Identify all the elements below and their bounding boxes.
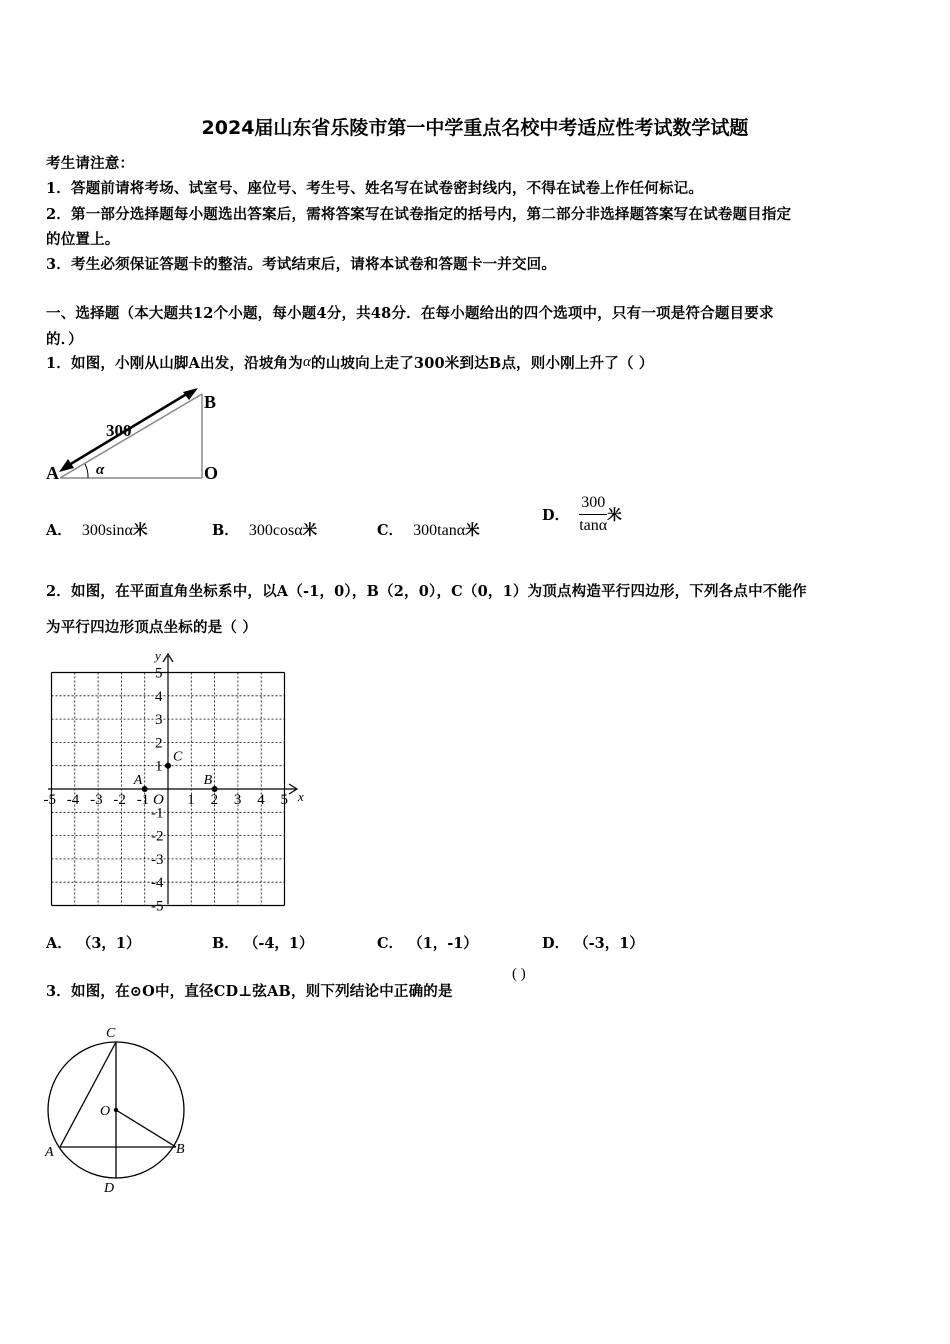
y-tick-label: 1 (155, 758, 163, 775)
point-label-b: B (204, 392, 217, 412)
notice-item: 3．考生必须保证答题卡的整洁。考试结束后，请将本试卷和答题卡一并交回。 (46, 256, 557, 273)
option-c[interactable]: C． 300tanα米 (377, 522, 480, 539)
y-tick-label: 2 (155, 735, 163, 752)
point-a (142, 786, 148, 792)
notice-item: 1．答题前请将考场、试室号、座位号、考生号、姓名写在试卷密封线内，不得在试卷上作任何标记。 (46, 180, 704, 197)
y-tick-label: -5 (151, 898, 164, 915)
question-2-stem: 2．如图，在平面直角坐标系中，以A（-1，0），B（2，0），C（0，1）为顶点构造平行四边形，下列各点中不能作 (46, 583, 807, 600)
point-label-a: A (133, 773, 143, 788)
option-a[interactable]: A． 300sinα米 (46, 522, 148, 539)
point-label-c: C (106, 1026, 116, 1041)
section-heading-cont: 的．） (46, 331, 83, 348)
point-label-o: O (100, 1104, 111, 1119)
coordinate-grid-figure (40, 648, 315, 918)
x-tick-label: -5 (43, 792, 56, 808)
y-tick-label: 3 (155, 712, 163, 729)
answer-paren: ( ) (512, 966, 526, 982)
x-tick-label: -3 (90, 792, 103, 808)
option-d[interactable]: D． $\frac{300}{\tan\alpha}$ 米 (542, 494, 622, 534)
circle-figure (40, 1020, 200, 1200)
point-c (165, 763, 171, 769)
x-tick-label: 2 (210, 792, 219, 808)
point-label-c: C (173, 749, 183, 765)
point-label-a: A (45, 1145, 54, 1160)
y-tick-label: -2 (151, 828, 164, 845)
x-axis-label: x (298, 789, 304, 804)
x-tick-label: 1 (187, 792, 195, 808)
fraction: $\frac{300}{\tan\alpha}$ (579, 494, 608, 534)
point-label-a: A (46, 463, 59, 483)
y-tick-label: 5 (155, 665, 163, 682)
x-tick-label: -1 (136, 792, 150, 808)
option-c[interactable]: C． （1，-1） (377, 935, 478, 952)
page-title: 2024届山东省乐陵市第一中学重点名校中考适应性考试数学试题 (201, 117, 749, 139)
y-tick-label: 4 (155, 688, 163, 705)
point-label-b: B (203, 773, 213, 788)
y-axis-label: y (155, 648, 161, 663)
point-label-o: O (204, 463, 219, 483)
origin-label: O (153, 792, 164, 808)
section-heading: 一、选择题（本大题共12个小题，每小题4分，共48分．在每小题给出的四个选项中，只有一项是符合题目要求 (46, 305, 774, 322)
y-tick-label: -1 (151, 805, 164, 822)
option-b[interactable]: B． （-4，1） (212, 935, 314, 952)
y-tick-label: -3 (151, 851, 164, 868)
option-b[interactable]: B． 300cosα米 (212, 522, 318, 539)
x-tick-label: 5 (280, 792, 288, 808)
option-a[interactable]: A． （3，1） (46, 935, 141, 952)
x-tick-label: -2 (113, 792, 126, 808)
notice-heading: 考生请注意： (46, 155, 135, 172)
slope-figure (40, 388, 230, 488)
y-tick-label: -4 (151, 875, 164, 892)
x-tick-label: 4 (257, 792, 265, 808)
point-b (212, 786, 218, 792)
x-tick-label: 3 (233, 792, 242, 808)
x-tick-label: -4 (66, 792, 80, 808)
question-3-stem: 3．如图，在⊙O中，直径CD⊥弦AB，则下列结论中正确的是 (46, 983, 453, 1000)
point-label-d: D (104, 1181, 115, 1196)
question-2-stem-cont: 为平行四边形顶点坐标的是（ ） (46, 619, 258, 636)
notice-item: 的位置上。 (46, 231, 120, 248)
length-label: 300 (106, 421, 132, 440)
notice-item: 2．第一部分选择题每小题选出答案后，需将答案写在试卷指定的括号内，第二部分非选择题答案写在试卷题目指定 (46, 206, 792, 223)
option-d[interactable]: D． （-3，1） (542, 935, 644, 952)
point-label-b: B (176, 1142, 185, 1157)
question-1-stem: 1．如图，小刚从山脚A出发，沿坡角为α的山坡向上走了300米到达B点，则小刚上升了（ ） (46, 354, 654, 372)
angle-label: α (96, 462, 105, 478)
